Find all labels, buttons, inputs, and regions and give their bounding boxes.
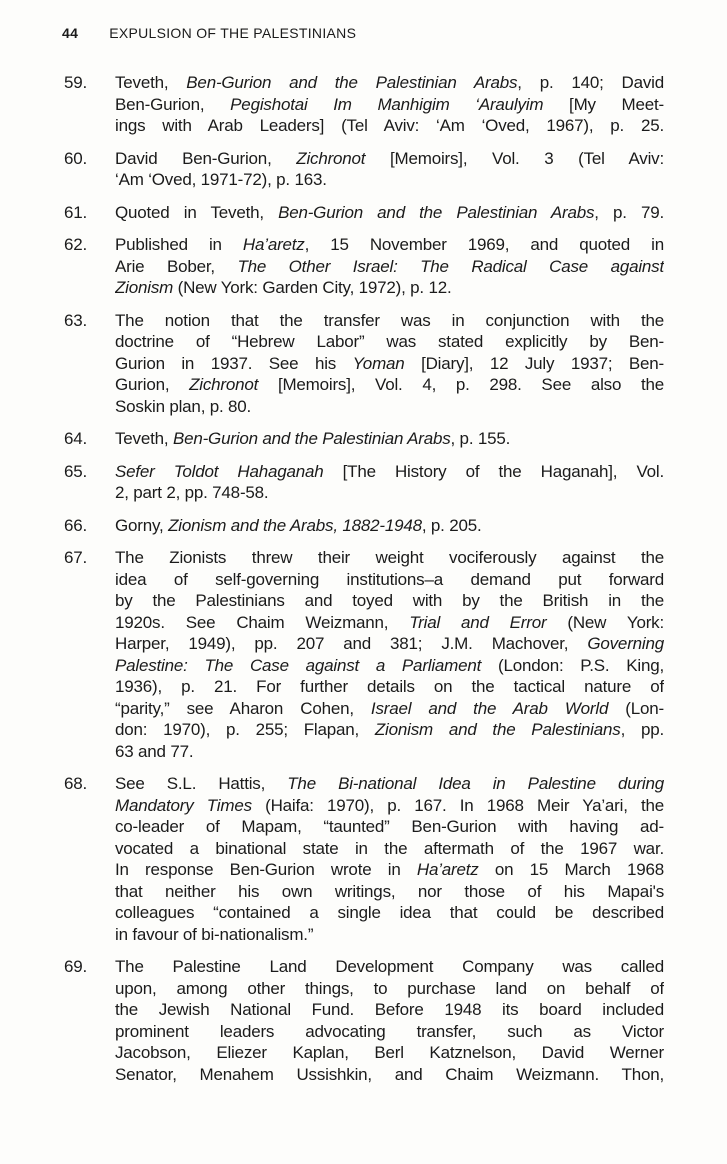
- italic-title-text: Mandatory Times: [115, 795, 252, 815]
- italic-title-text: Zichronot: [296, 148, 366, 168]
- note-text: [115, 234, 664, 299]
- note-text: [115, 428, 664, 450]
- note-item: [64, 72, 664, 137]
- note-line: [115, 924, 664, 946]
- note-text-segment: [My Meet-: [543, 94, 664, 114]
- note-line: [115, 795, 664, 817]
- note-text-segment: upon, among other things, to purchase land on behalf of: [115, 978, 664, 998]
- note-number: 60.: [64, 148, 88, 168]
- note-text-segment: Arie Bober,: [115, 256, 238, 276]
- note-line: [115, 655, 664, 677]
- italic-title-text: Palestine: The Case against a Parliament: [115, 655, 482, 675]
- note-text-segment: The Zionists threw their weight vociferously against the: [115, 548, 664, 567]
- note-line: [115, 1021, 664, 1043]
- note-text-segment: Quoted in Teveth,: [115, 202, 279, 222]
- note-line: [115, 515, 664, 537]
- note-text-segment: [Diary], 12 July 1937; Ben-: [404, 353, 664, 373]
- note-line: [115, 633, 664, 655]
- note-text-segment: idea of self-governing institutions–a demand put forward: [115, 569, 664, 589]
- note-line: [115, 569, 664, 591]
- note-text: [115, 515, 664, 537]
- note-text-segment: , p. 140; David: [517, 73, 664, 92]
- note-line: [115, 148, 664, 170]
- note-item: [64, 148, 664, 191]
- note-line: [115, 612, 664, 634]
- note-text-segment: (Haifa: 1970), p. 167. In 1968 Meir Ya’ari, the: [251, 795, 664, 815]
- note-line: [115, 374, 664, 396]
- note-line: [115, 115, 664, 137]
- running-title: EXPULSION OF THE PALESTINIANS: [109, 25, 357, 41]
- note-text-segment: (New York: Garden City, 1972), p. 12.: [173, 278, 452, 297]
- italic-title-text: Ben-Gurion and the Palestinian Arabs: [172, 429, 451, 448]
- note-line: [115, 978, 664, 1000]
- note-text-segment: 63 and 77.: [115, 741, 194, 761]
- note-text-segment: , pp.: [620, 720, 664, 739]
- note-number: 62.: [64, 235, 88, 254]
- note-number: 61.: [64, 202, 88, 222]
- note-text-segment: prominent leaders advocating transfer, such as Victor: [115, 1021, 664, 1041]
- note-text-segment: The Palestine Land Development Company was called: [115, 957, 664, 976]
- note-text: [115, 72, 664, 137]
- note-text-segment: , 15 November 1969, and quoted in: [304, 235, 664, 254]
- note-text-segment: 1936), p. 21. For further details on the tactical nature of: [115, 677, 664, 696]
- note-line: [115, 461, 664, 483]
- note-text-segment: the Jewish National Fund. Before 1948 its board included: [115, 1000, 664, 1019]
- note-number: 64.: [64, 429, 88, 448]
- italic-title-text: Sefer Toldot Hahaganah: [115, 461, 324, 481]
- note-text-segment: Gurion in 1937. See his: [115, 353, 353, 373]
- note-text-segment: Senator, Menahem Ussishkin, and Chaim Weizmann. Thon,: [115, 1064, 664, 1084]
- note-text-segment: colleagues “contained a single idea that could be described: [115, 903, 664, 922]
- note-line: [115, 277, 664, 299]
- note-line: [115, 590, 664, 612]
- italic-title-text: Ben-Gurion and the Palestinian Arabs: [186, 73, 518, 92]
- italic-title-text: Israel and the Arab World: [370, 698, 609, 718]
- note-text-segment: 1920s. See Chaim Weizmann,: [115, 612, 410, 632]
- italic-title-text: Yoman: [352, 353, 405, 373]
- note-line: [115, 353, 664, 375]
- note-line: [115, 72, 664, 94]
- note-line: [115, 256, 664, 278]
- note-number: 67.: [64, 548, 88, 567]
- note-text-segment: In response Ben-Gurion wrote in: [115, 860, 417, 879]
- note-line: [115, 838, 664, 860]
- note-text-segment: Gorny,: [115, 515, 169, 535]
- italic-title-text: Ha’aretz: [416, 860, 479, 879]
- note-text-segment: on 15 March 1968: [478, 860, 664, 879]
- note-text-segment: See S.L. Hattis,: [115, 774, 288, 793]
- note-text-segment: , p. 155.: [450, 429, 511, 448]
- note-item: [64, 310, 664, 418]
- running-header: [62, 25, 356, 41]
- italic-title-text: Pegishotai Im Manhigim ‘Araulyim: [230, 94, 544, 114]
- italic-title-text: Zionism: [115, 278, 174, 297]
- note-text: [115, 547, 664, 762]
- note-text-segment: don: 1970), p. 255; Flapan,: [115, 720, 375, 739]
- note-text-segment: in favour of bi-nationalism.”: [115, 924, 314, 944]
- note-text-segment: The notion that the transfer was in conjunction with the: [115, 310, 664, 330]
- note-text-segment: Ben-Gurion,: [115, 94, 231, 114]
- note-number: 69.: [64, 957, 88, 976]
- note-text-segment: Teveth,: [115, 73, 187, 92]
- note-line: [115, 202, 664, 224]
- note-line: [115, 1064, 664, 1086]
- note-line: [115, 741, 664, 763]
- note-text-segment: [Memoirs], Vol. 3 (Tel Aviv:: [365, 148, 664, 168]
- note-line: [115, 310, 664, 332]
- note-item: [64, 773, 664, 945]
- note-item: [64, 428, 664, 450]
- italic-title-text: The Bi-national Idea in Palestine during: [287, 774, 664, 793]
- note-item: [64, 234, 664, 299]
- note-text-segment: 2, part 2, pp. 748-58.: [115, 483, 269, 502]
- note-text-segment: Harper, 1949), pp. 207 and 381; J.M. Machover,: [115, 634, 588, 653]
- note-number: 66.: [64, 515, 88, 535]
- note-line: [115, 1042, 664, 1064]
- page-number: 44: [62, 25, 79, 41]
- note-text-segment: , p. 79.: [594, 202, 664, 222]
- note-text-segment: by the Palestinians and toyed with by the British in the: [115, 591, 664, 610]
- note-item: [64, 547, 664, 762]
- note-line: [115, 676, 664, 698]
- note-line: [115, 816, 664, 838]
- italic-title-text: Zichronot: [189, 375, 259, 394]
- note-text-segment: ‘Am ‘Oved, 1971-72), p. 163.: [115, 170, 327, 189]
- note-number: 65.: [64, 461, 88, 481]
- note-text-segment: that neither his own writings, nor those of his Mapai's: [115, 881, 664, 901]
- note-line: [115, 482, 664, 504]
- note-item: [64, 956, 664, 1085]
- note-line: [115, 547, 664, 569]
- note-text-segment: Published in: [115, 235, 243, 254]
- note-line: [115, 698, 664, 720]
- note-text-segment: (New York:: [546, 612, 664, 632]
- note-text-segment: Soskin plan, p. 80.: [115, 396, 252, 416]
- note-text-segment: [The History of the Haganah], Vol.: [323, 461, 664, 481]
- italic-title-text: Ha’aretz: [242, 235, 305, 254]
- italic-title-text: Zionism and the Arabs, 1882-1948: [168, 515, 422, 535]
- italic-title-text: Zionism and the Palestinians: [374, 720, 621, 739]
- note-text-segment: doctrine of “Hebrew Labor” was stated explicitly by Ben-: [115, 332, 664, 351]
- italic-title-text: Trial and Error: [409, 612, 547, 632]
- note-line: [115, 999, 664, 1021]
- note-text-segment: David Ben-Gurion,: [115, 148, 297, 168]
- note-text-segment: Teveth,: [115, 429, 173, 448]
- note-text-segment: [Memoirs], Vol. 4, p. 298. See also the: [258, 375, 664, 394]
- note-line: [115, 428, 664, 450]
- note-item: [64, 202, 664, 224]
- note-line: [115, 396, 664, 418]
- note-text-segment: ings with Arab Leaders] (Tel Aviv: ‘Am ‘Oved, 1967), p. 25.: [115, 116, 664, 135]
- italic-title-text: Governing: [587, 634, 664, 653]
- notes-list: [64, 72, 664, 1096]
- note-text-segment: (London: P.S. King,: [481, 655, 664, 675]
- note-text-segment: Jacobson, Eliezer Kaplan, Berl Katznelson, David Werner: [115, 1043, 664, 1062]
- note-text-segment: (Lon-: [608, 698, 664, 718]
- italic-title-text: The Other Israel: The Radical Case against: [237, 256, 664, 276]
- note-text: [115, 956, 664, 1085]
- note-text-segment: vocated a binational state in the aftermath of the 1967 war.: [115, 838, 664, 858]
- note-line: [115, 859, 664, 881]
- italic-title-text: Ben-Gurion and the Palestinian Arabs: [278, 202, 595, 222]
- note-text-segment: Gurion,: [115, 375, 190, 394]
- note-text-segment: , p. 205.: [421, 515, 482, 535]
- note-number: 59.: [64, 73, 88, 92]
- note-line: [115, 956, 664, 978]
- note-text: [115, 148, 664, 191]
- note-item: [64, 515, 664, 537]
- note-item: [64, 461, 664, 504]
- note-line: [115, 169, 664, 191]
- note-line: [115, 902, 664, 924]
- note-text: [115, 773, 664, 945]
- note-text: [115, 202, 664, 224]
- note-line: [115, 773, 664, 795]
- note-number: 63.: [64, 310, 88, 330]
- note-text-segment: co-leader of Mapam, “taunted” Ben-Gurion with having ad-: [115, 817, 664, 836]
- note-line: [115, 234, 664, 256]
- note-text: [115, 310, 664, 418]
- note-text-segment: “parity,” see Aharon Cohen,: [115, 698, 371, 718]
- note-line: [115, 331, 664, 353]
- note-number: 68.: [64, 774, 88, 793]
- note-line: [115, 719, 664, 741]
- note-line: [115, 94, 664, 116]
- note-line: [115, 881, 664, 903]
- note-text: [115, 461, 664, 504]
